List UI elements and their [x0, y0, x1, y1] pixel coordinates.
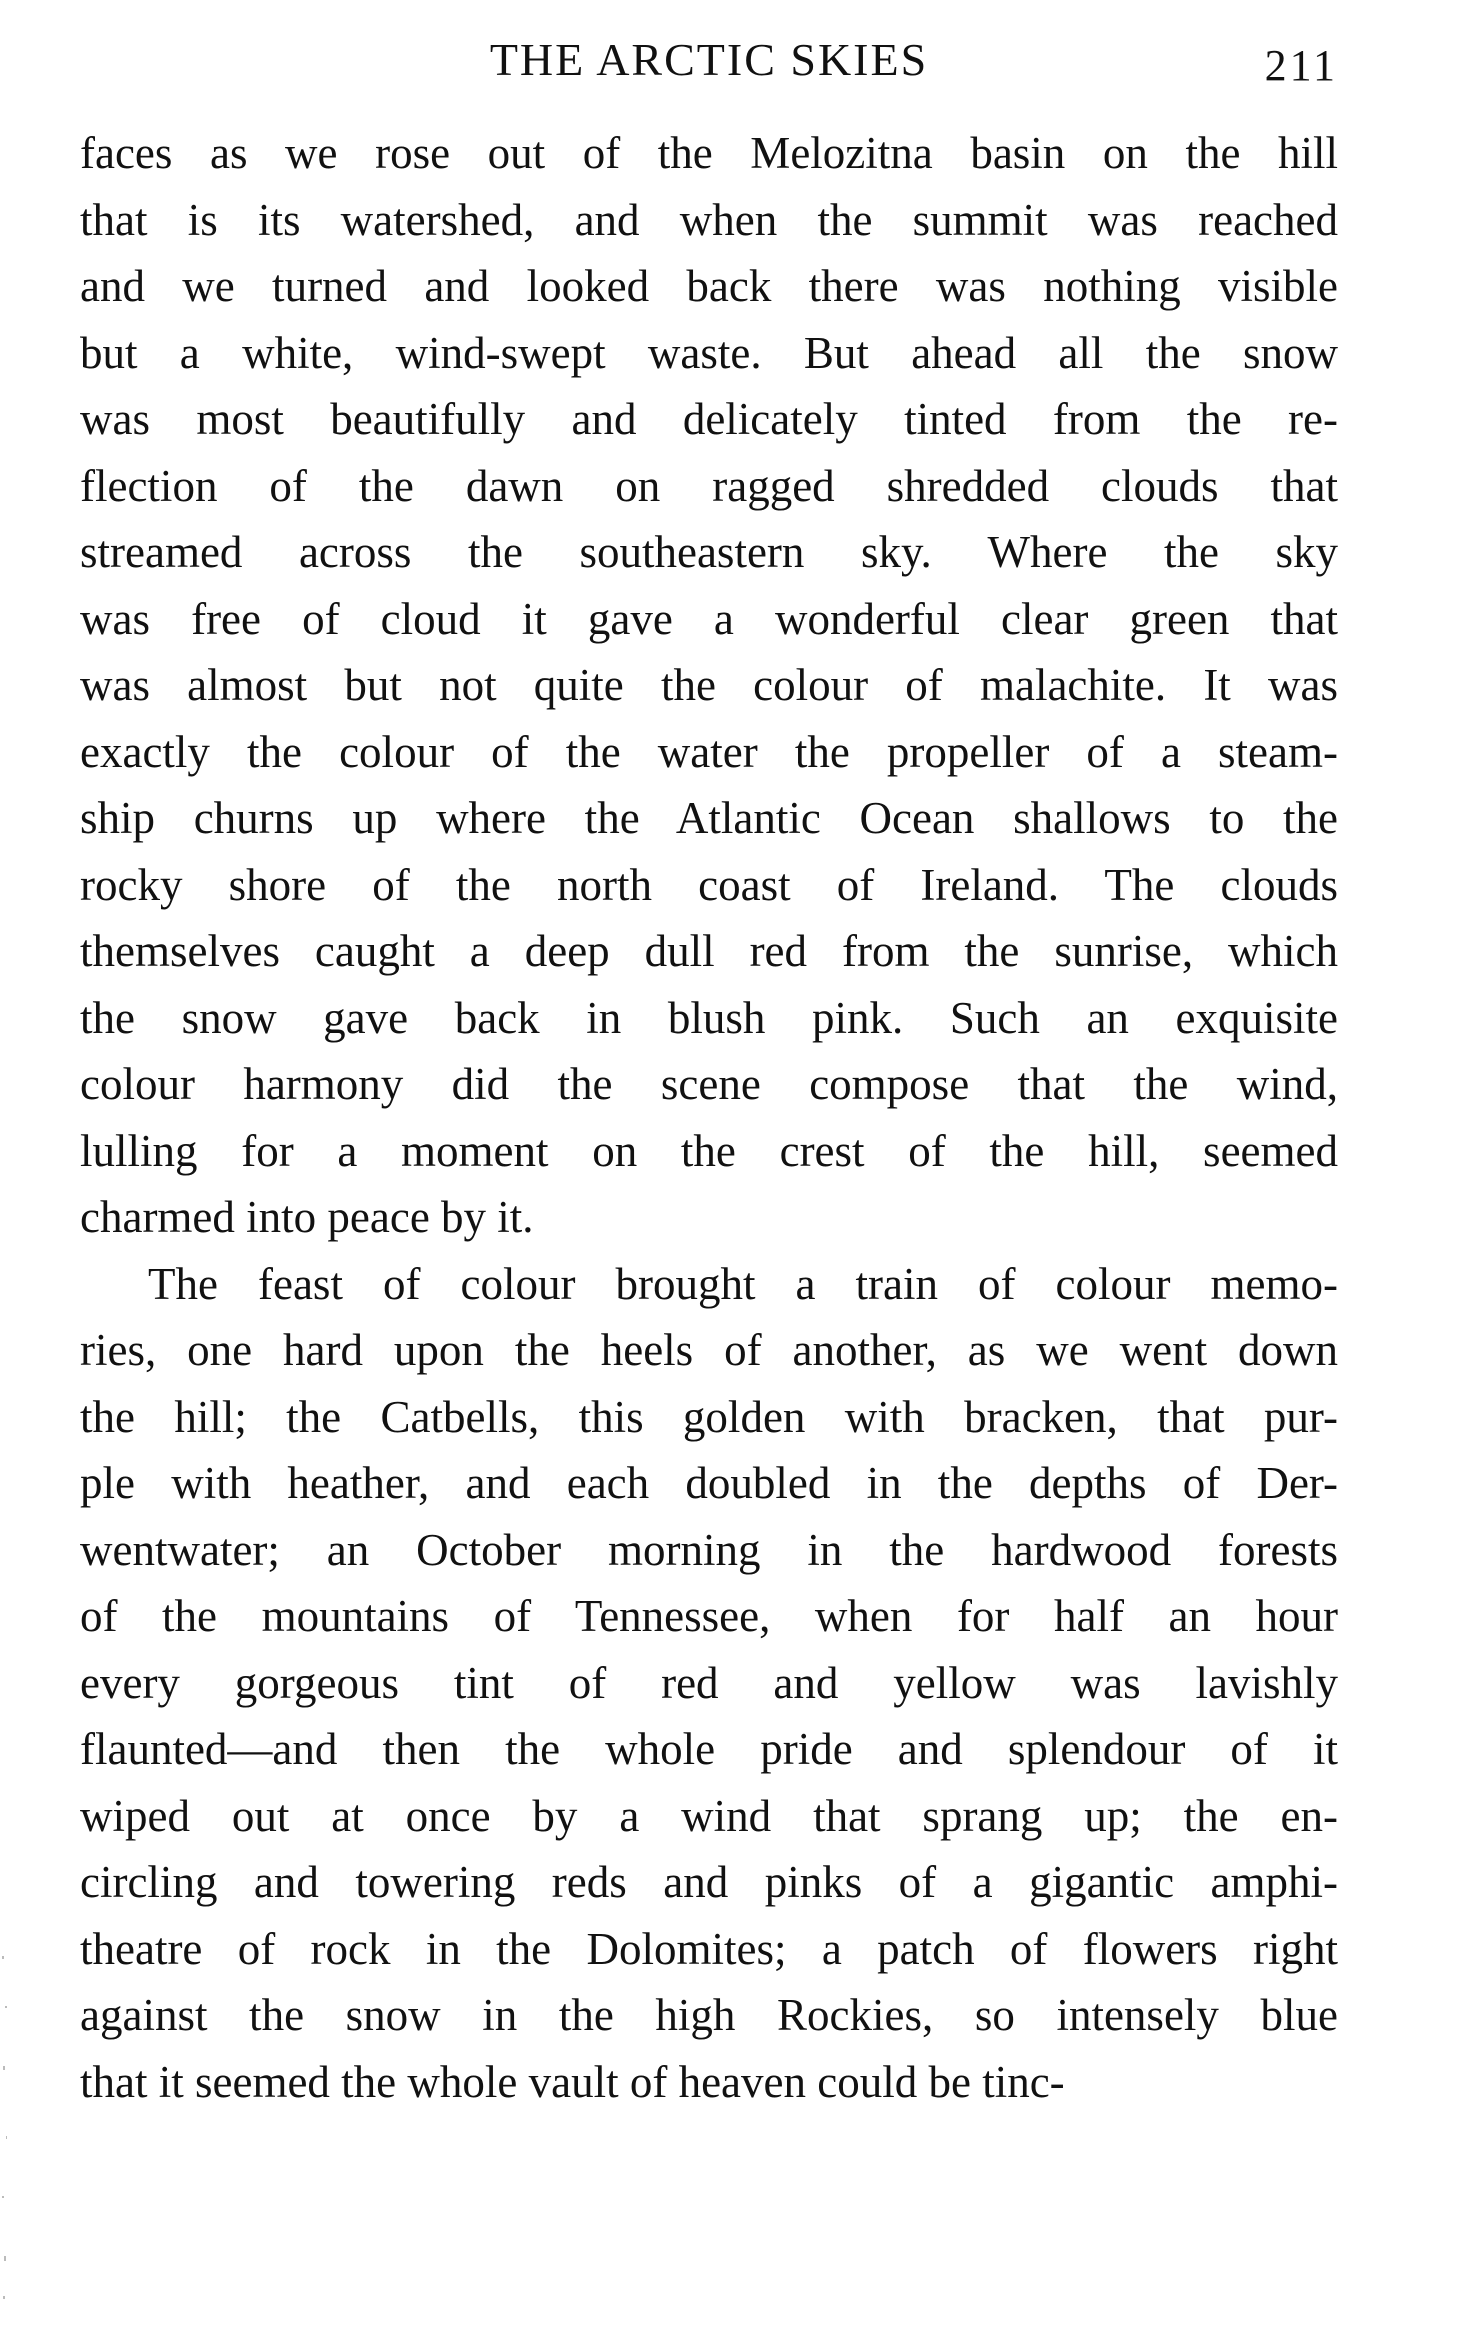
text-line: ship churns up where the Atlantic Ocean shallows to the	[80, 793, 1338, 843]
scan-edge-specks	[0, 1946, 14, 2326]
text-line: wiped out at once by a wind that sprang up; the en-	[80, 1790, 1338, 1841]
text-line: wentwater; an October morning in the hardwood forests	[80, 1524, 1338, 1575]
text-line: every gorgeous tint of red and yellow was lavishly	[80, 1657, 1338, 1708]
text-line: colour harmony did the scene compose that the wind,	[80, 1059, 1338, 1109]
text-line: was free of cloud it gave a wonderful clear green that	[80, 593, 1338, 644]
text-line: of the mountains of Tennessee, when for half an hour	[80, 1591, 1338, 1641]
text-line: circling and towering reds and pinks of a gigantic amphi-	[80, 1857, 1338, 1907]
running-title: THE ARCTIC SKIES	[489, 34, 929, 85]
text-line: rocky shore of the north coast of Ireland. The clouds	[80, 859, 1338, 910]
text-line: theatre of rock in the Dolomites; a patch of flowers right	[80, 1923, 1338, 1974]
text-line: ple with heather, and each doubled in the depths of Der-	[80, 1458, 1338, 1508]
paragraph	[80, 120, 1338, 1251]
paragraph	[80, 1251, 1338, 2116]
text-line: was most beautifully and delicately tinted from the re-	[80, 394, 1338, 444]
text-line: faces as we rose out of the Melozitna basin on the hill	[80, 128, 1338, 178]
text-line: lulling for a moment on the crest of the hill, seemed	[80, 1125, 1338, 1176]
text-line: against the snow in the high Rockies, so intensely blue	[80, 1990, 1338, 2040]
text-line: and we turned and looked back there was nothing visible	[80, 261, 1338, 311]
text-line: that it seemed the whole vault of heaven could be tinc-	[80, 2056, 1065, 2107]
text-line: themselves caught a deep dull red from the sunrise, which	[80, 926, 1338, 976]
text-line: exactly the colour of the water the propeller of a steam-	[80, 726, 1338, 777]
body-text	[80, 120, 1338, 2115]
text-line: The feast of colour brought a train of colour memo-	[148, 1258, 1338, 1309]
text-line: charmed into peace by it.	[80, 1192, 534, 1242]
page-header	[80, 30, 1338, 90]
text-line: streamed across the southeastern sky. Where the sky	[80, 527, 1338, 577]
page-number: 211	[1264, 41, 1338, 90]
text-line: the snow gave back in blush pink. Such an exquisite	[80, 992, 1338, 1043]
text-line: was almost but not quite the colour of malachite. It was	[80, 660, 1338, 710]
text-line: that is its watershed, and when the summit was reached	[80, 194, 1338, 245]
text-line: the hill; the Catbells, this golden with bracken, that pur-	[80, 1391, 1338, 1442]
text-line: ries, one hard upon the heels of another, as we went down	[80, 1325, 1338, 1375]
text-line: flection of the dawn on ragged shredded clouds that	[80, 460, 1338, 511]
text-line: but a white, wind-swept waste. But ahead all the snow	[80, 327, 1338, 378]
text-line: flaunted—and then the whole pride and splendour of it	[80, 1724, 1338, 1774]
